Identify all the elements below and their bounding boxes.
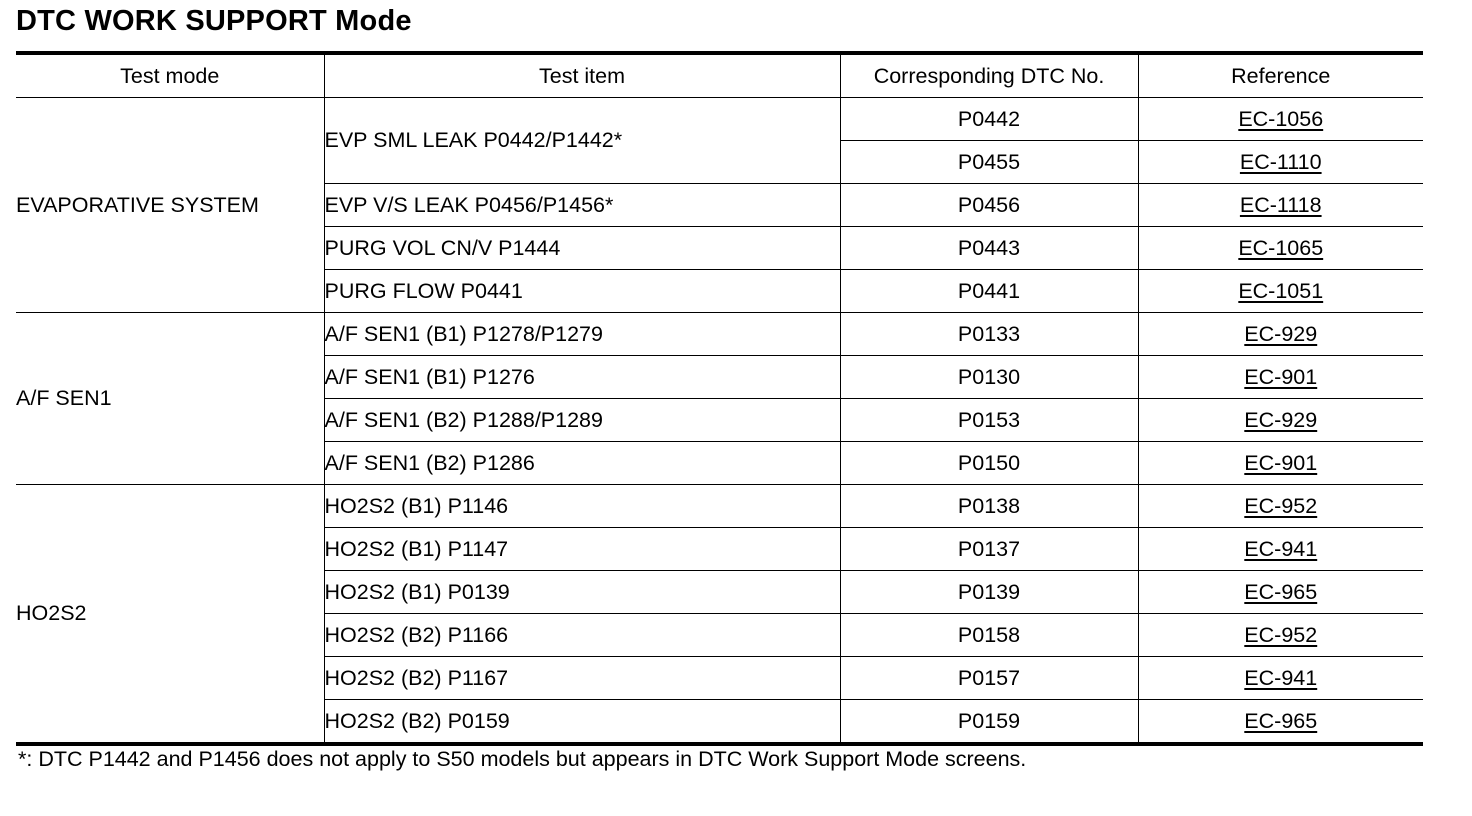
reference-link[interactable]: EC-901	[1244, 450, 1318, 475]
header-test-mode: Test mode	[16, 53, 324, 98]
dtc-cell: P0441	[840, 270, 1138, 313]
reference-cell	[1138, 528, 1423, 571]
reference-cell	[1138, 700, 1423, 745]
dtc-cell: P0150	[840, 442, 1138, 485]
test-item-cell: HO2S2 (B2) P0159	[324, 700, 840, 745]
table-row	[16, 98, 1423, 141]
header-dtc-no: Corresponding DTC No.	[840, 53, 1138, 98]
test-item-cell: A/F SEN1 (B1) P1276	[324, 356, 840, 399]
reference-cell	[1138, 270, 1423, 313]
reference-link[interactable]: EC-952	[1244, 493, 1318, 518]
test-item-cell: HO2S2 (B1) P0139	[324, 571, 840, 614]
reference-link[interactable]: EC-941	[1244, 536, 1318, 561]
reference-link[interactable]: EC-1118	[1239, 192, 1322, 217]
dtc-cell: P0456	[840, 184, 1138, 227]
dtc-cell: P0158	[840, 614, 1138, 657]
dtc-cell: P0157	[840, 657, 1138, 700]
reference-link[interactable]: EC-1110	[1239, 149, 1322, 174]
dtc-cell: P0455	[840, 141, 1138, 184]
dtc-cell: P0442	[840, 98, 1138, 141]
dtc-cell: P0130	[840, 356, 1138, 399]
reference-cell	[1138, 614, 1423, 657]
test-item-cell: HO2S2 (B1) P1146	[324, 485, 840, 528]
dtc-cell: P0153	[840, 399, 1138, 442]
reference-cell	[1138, 184, 1423, 227]
reference-link[interactable]: EC-929	[1244, 407, 1318, 432]
reference-cell	[1138, 227, 1423, 270]
reference-link[interactable]: EC-929	[1244, 321, 1318, 346]
reference-cell	[1138, 399, 1423, 442]
table-row	[16, 313, 1423, 356]
reference-cell	[1138, 356, 1423, 399]
reference-cell	[1138, 657, 1423, 700]
header-test-item: Test item	[324, 53, 840, 98]
test-item-cell: HO2S2 (B1) P1147	[324, 528, 840, 571]
test-item-cell: A/F SEN1 (B1) P1278/P1279	[324, 313, 840, 356]
footnote: *: DTC P1442 and P1456 does not apply to S50 models but appears in DTC Work Support Mode screens.	[18, 747, 1027, 771]
test-item-cell: PURG VOL CN/V P1444	[324, 227, 840, 270]
reference-link[interactable]: EC-965	[1244, 708, 1318, 733]
reference-cell	[1138, 141, 1423, 184]
test-mode-cell: HO2S2	[16, 485, 324, 745]
reference-link[interactable]: EC-901	[1244, 364, 1318, 389]
reference-cell	[1138, 98, 1423, 141]
reference-link[interactable]: EC-965	[1244, 579, 1318, 604]
test-item-cell: HO2S2 (B2) P1166	[324, 614, 840, 657]
table-header-row	[16, 53, 1423, 98]
reference-link[interactable]: EC-1056	[1238, 106, 1324, 131]
reference-link[interactable]: EC-1051	[1238, 278, 1324, 303]
dtc-cell: P0133	[840, 313, 1138, 356]
reference-cell	[1138, 313, 1423, 356]
reference-link[interactable]: EC-952	[1244, 622, 1318, 647]
test-item-cell: PURG FLOW P0441	[324, 270, 840, 313]
dtc-cell: P0443	[840, 227, 1138, 270]
dtc-cell: P0139	[840, 571, 1138, 614]
reference-cell	[1138, 485, 1423, 528]
test-mode-cell: A/F SEN1	[16, 313, 324, 485]
test-item-cell: A/F SEN1 (B2) P1286	[324, 442, 840, 485]
dtc-cell: P0159	[840, 700, 1138, 745]
reference-cell	[1138, 571, 1423, 614]
dtc-work-support-table	[16, 51, 1423, 746]
test-item-cell: EVP V/S LEAK P0456/P1456*	[324, 184, 840, 227]
reference-link[interactable]: EC-1065	[1238, 235, 1324, 260]
page-title: DTC WORK SUPPORT Mode	[16, 5, 412, 37]
test-item-cell: HO2S2 (B2) P1167	[324, 657, 840, 700]
header-reference: Reference	[1138, 53, 1423, 98]
table-row	[16, 485, 1423, 528]
dtc-cell: P0137	[840, 528, 1138, 571]
dtc-cell: P0138	[840, 485, 1138, 528]
reference-link[interactable]: EC-941	[1244, 665, 1318, 690]
test-mode-cell: EVAPORATIVE SYSTEM	[16, 98, 324, 313]
test-item-cell: EVP SML LEAK P0442/P1442*	[324, 98, 840, 184]
reference-cell	[1138, 442, 1423, 485]
test-item-cell: A/F SEN1 (B2) P1288/P1289	[324, 399, 840, 442]
